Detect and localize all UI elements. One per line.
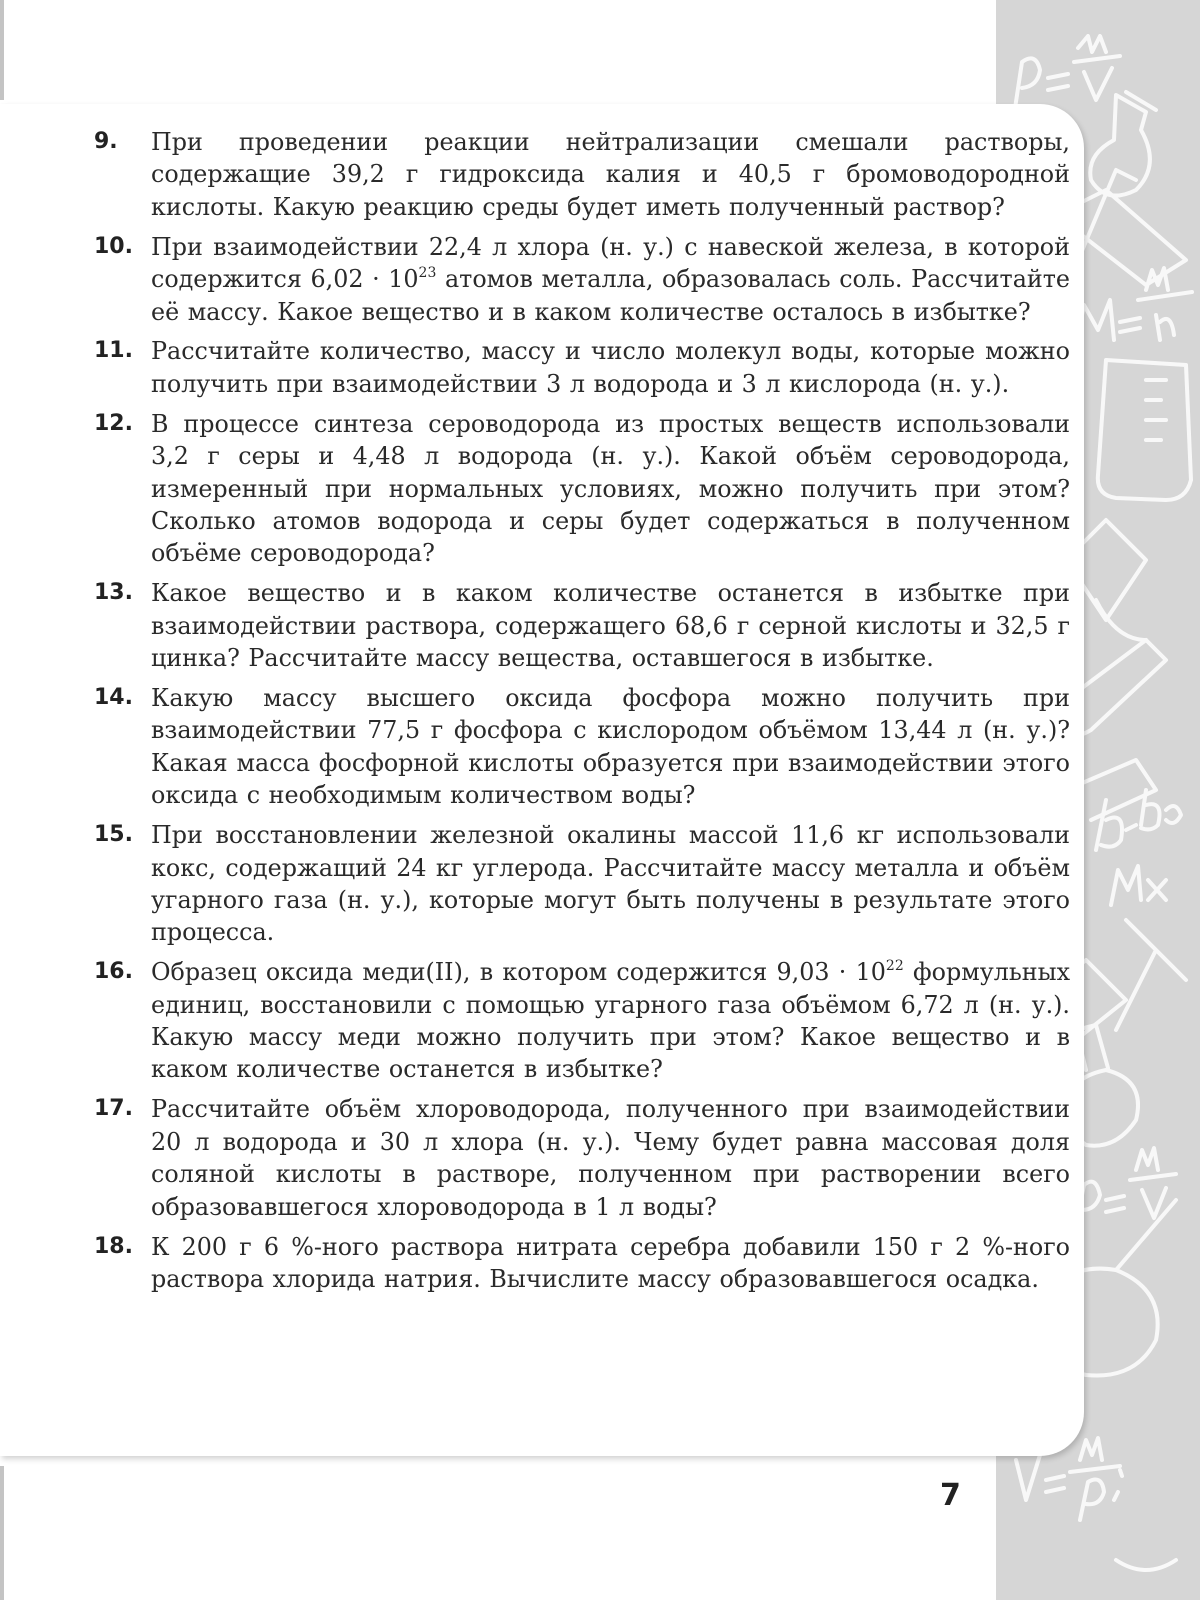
- problem-number: 13.: [94, 580, 133, 606]
- problem-10: [94, 231, 1070, 328]
- flask-icon: [1090, 92, 1156, 196]
- problem-15: [94, 819, 1070, 949]
- problem-list: [94, 126, 1070, 1303]
- problem-text: В процессе синтеза сероводорода из простых веществ использовали 3,2 г серы и 4,48 л водорода (н. у.). Какой объём сероводорода, измеренный при нормальных условиях, можно получить при этом? Сколько атомов водорода и серы будет содержаться в полученном объёме сероводорода?: [151, 409, 1070, 568]
- page-edge-top: [0, 0, 4, 100]
- problem-text-part: Образец оксида меди(II), в котором содержится 9,03 · 10: [151, 958, 886, 987]
- problem-text: Рассчитайте количество, массу и число молекул воды, которые можно получить при взаимодействии 3 л водорода и 3 л кислорода (н. у.).: [151, 337, 1070, 398]
- exponent: 23: [418, 265, 437, 282]
- problem-number: 15.: [94, 822, 133, 848]
- problem-text: Какую массу высшего оксида фосфора можно получить при взаимодействии 77,5 г фосфора с кислородом объёмом 13,44 л (н. у.)? Какая масса фосфорной кислоты образуется при взаимодействии этого оксида с необходимым количеством воды?: [151, 684, 1070, 810]
- problem-14: [94, 682, 1070, 812]
- problem-text-part: формульных единиц, восстановили с помощью угарного газа объёмом 6,72 л (н. у.). Какую массу меди можно получить при этом? Какое вещество и в каком количестве останется в избытке?: [151, 958, 1070, 1084]
- problem-16: [94, 956, 1070, 1086]
- problem-text: Рассчитайте объём хлороводорода, полученного при взаимодействии 20 л водорода и 30 л хлора (н. у.). Чему будет равна массовая доля соляной кислоты в растворе, полученном при растворении всего образовавшегося хлороводорода в 1 л воды?: [151, 1095, 1070, 1221]
- top-margin: [0, 0, 1000, 104]
- problem-11: [94, 335, 1070, 400]
- problem-17: [94, 1093, 1070, 1223]
- problem-text-part: атомов металла, образовалась соль. Рассчитайте её массу. Какое вещество и в каком количестве осталось в избытке?: [151, 265, 1071, 326]
- bottom-margin: [0, 1456, 1000, 1600]
- page-edge-bottom: [0, 1466, 4, 1600]
- problem-number: 9.: [94, 129, 118, 154]
- exponent: 22: [885, 958, 904, 975]
- problem-number: 17.: [94, 1096, 133, 1122]
- problem-number: 10.: [94, 233, 133, 259]
- problem-text: При восстановлении железной окалины массой 11,6 кг использовали кокс, содержащий 24 кг углерода. Рассчитайте массу металла и объём угарного газа (н. у.), которые могут быть получены в результате этого процесса.: [151, 821, 1070, 947]
- problem-number: 12.: [94, 410, 133, 436]
- problem-12: [94, 408, 1070, 570]
- problem-text: [151, 956, 1070, 1086]
- problem-number: 16.: [94, 959, 133, 985]
- problem-text: К 200 г 6 %-ного раствора нитрата серебра добавили 150 г 2 %-ного раствора хлорида натрия. Вычислите массу образовавшегося осадка.: [151, 1232, 1070, 1293]
- beaker-icon: [1098, 360, 1191, 500]
- problem-number: 18.: [94, 1233, 133, 1259]
- problem-text: При проведении реакции нейтрализации смешали растворы, содержащие 39,2 г гидроксида калия и 40,5 г бромоводородной кислоты. Какую реакцию среды будет иметь полученный раствор?: [151, 128, 1070, 221]
- problem-18: [94, 1231, 1070, 1296]
- problem-number: 14.: [94, 685, 133, 710]
- problems-card: [0, 104, 1084, 1456]
- formula-m-icon: [1076, 268, 1192, 345]
- problem-text-part: При взаимодействии 22,4 л хлора (н. у.) с навеской железа, в которой содержится 6,02 · 10: [151, 232, 1070, 294]
- problem-13: [94, 577, 1070, 674]
- problem-text: Какое вещество и в каком количестве останется в избытке при взаимодействии раствора, содержащего 68,6 г серной кислоты и 32,5 г цинка? Рассчитайте массу вещества, оставшегося в избытке.: [151, 579, 1070, 673]
- problem-9: [94, 126, 1070, 223]
- page-number: 7: [940, 1478, 961, 1513]
- problem-text: [151, 231, 1070, 328]
- problem-number: 11.: [94, 338, 133, 364]
